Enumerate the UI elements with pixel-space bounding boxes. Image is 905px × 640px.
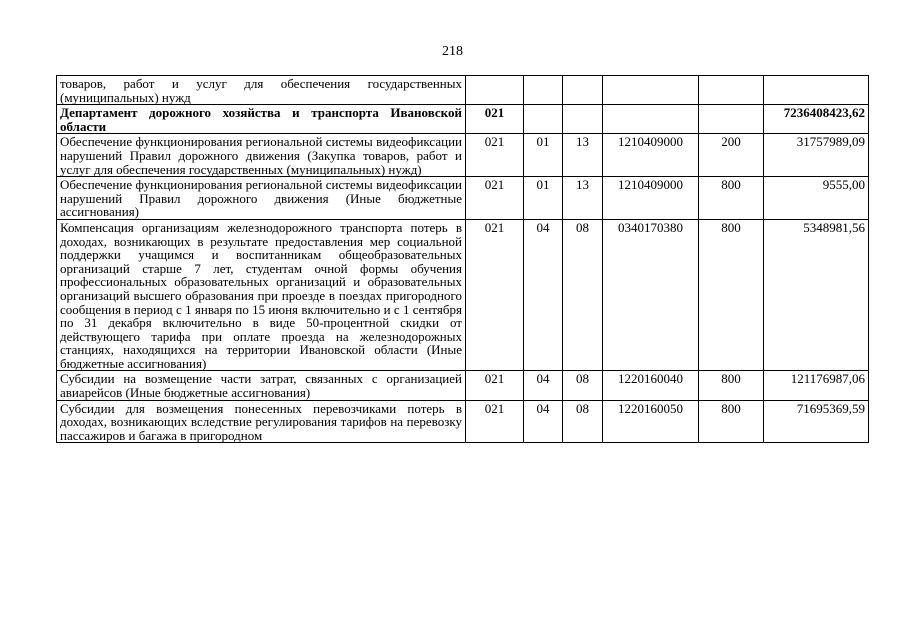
section-code-cell: 01 xyxy=(524,134,563,177)
amount-cell: 31757989,09 xyxy=(764,134,869,177)
expense-type-cell: 800 xyxy=(699,177,764,220)
ministry-code-cell: 021 xyxy=(466,134,524,177)
target-article-cell: 1210409000 xyxy=(603,134,699,177)
section-code-cell xyxy=(524,105,563,134)
table-row xyxy=(57,400,869,443)
table-row xyxy=(57,177,869,220)
amount-cell xyxy=(764,76,869,105)
table-row xyxy=(57,76,869,105)
description-cell: Обеспечение функционирования региональной системы видеофиксации нарушений Правил дорожного движения (Иные бюджетные ассигнования) xyxy=(57,177,466,220)
subsection-code-cell: 13 xyxy=(563,177,603,220)
ministry-code-cell: 021 xyxy=(466,371,524,400)
section-code-cell: 04 xyxy=(524,371,563,400)
table-row xyxy=(57,219,869,371)
expense-type-cell: 800 xyxy=(699,400,764,443)
ministry-code-cell: 021 xyxy=(466,105,524,134)
subsection-code-cell xyxy=(563,105,603,134)
ministry-code-cell xyxy=(466,76,524,105)
subsection-code-cell xyxy=(563,76,603,105)
subsection-code-cell: 08 xyxy=(563,371,603,400)
budget-table xyxy=(56,75,869,443)
description-cell: товаров, работ и услуг для обеспечения государственных (муниципальных) нужд xyxy=(57,76,466,105)
ministry-code-cell: 021 xyxy=(466,177,524,220)
table-row xyxy=(57,134,869,177)
expense-type-cell: 200 xyxy=(699,134,764,177)
amount-cell: 7236408423,62 xyxy=(764,105,869,134)
target-article-cell: 1210409000 xyxy=(603,177,699,220)
section-code-cell: 04 xyxy=(524,400,563,443)
budget-table-body xyxy=(57,76,869,443)
description-cell: Субсидии на возмещение части затрат, связанных с организацией авиарейсов (Иные бюджетные ассигнования) xyxy=(57,371,466,400)
target-article-cell xyxy=(603,76,699,105)
target-article-cell: 1220160050 xyxy=(603,400,699,443)
expense-type-cell xyxy=(699,76,764,105)
subsection-code-cell: 13 xyxy=(563,134,603,177)
section-code-cell xyxy=(524,76,563,105)
description-cell: Обеспечение функционирования региональной системы видеофиксации нарушений Правил дорожного движения (Закупка товаров, работ и услуг для обеспечения государственных (муниципальных) нужд) xyxy=(57,134,466,177)
target-article-cell xyxy=(603,105,699,134)
ministry-code-cell: 021 xyxy=(466,219,524,371)
target-article-cell: 0340170380 xyxy=(603,219,699,371)
ministry-code-cell: 021 xyxy=(466,400,524,443)
description-cell: Департамент дорожного хозяйства и транспорта Ивановской области xyxy=(57,105,466,134)
section-code-cell: 01 xyxy=(524,177,563,220)
amount-cell: 71695369,59 xyxy=(764,400,869,443)
target-article-cell: 1220160040 xyxy=(603,371,699,400)
subsection-code-cell: 08 xyxy=(563,400,603,443)
expense-type-cell: 800 xyxy=(699,371,764,400)
amount-cell: 121176987,06 xyxy=(764,371,869,400)
page-number: 218 xyxy=(442,44,463,59)
amount-cell: 9555,00 xyxy=(764,177,869,220)
subsection-code-cell: 08 xyxy=(563,219,603,371)
expense-type-cell: 800 xyxy=(699,219,764,371)
description-cell: Компенсация организациям железнодорожного транспорта потерь в доходах, возникающих в результате предоставления мер социальной поддержки учащимся и воспитанникам общеобразовательных организаций старше 7 лет, студентам очной формы обучения профессиональных образовательных организаций и образовательных организаций высшего образования при проезде в поездах пригородного сообщения в период с 1 января по 15 июня включительно и с 1 сентября по 31 декабря включительно в виде 50-процентной скидки от действующего тарифа при оплате проезда на железнодорожных станциях, находящихся на территории Ивановской области (Иные бюджетные ассигнования) xyxy=(57,219,466,371)
section-code-cell: 04 xyxy=(524,219,563,371)
description-cell: Субсидии для возмещения понесенных перевозчиками потерь в доходах, возникающих вследствие регулирования тарифов на перевозку пассажиров и багажа в пригородном xyxy=(57,400,466,443)
expense-type-cell xyxy=(699,105,764,134)
amount-cell: 5348981,56 xyxy=(764,219,869,371)
table-row xyxy=(57,371,869,400)
table-row xyxy=(57,105,869,134)
